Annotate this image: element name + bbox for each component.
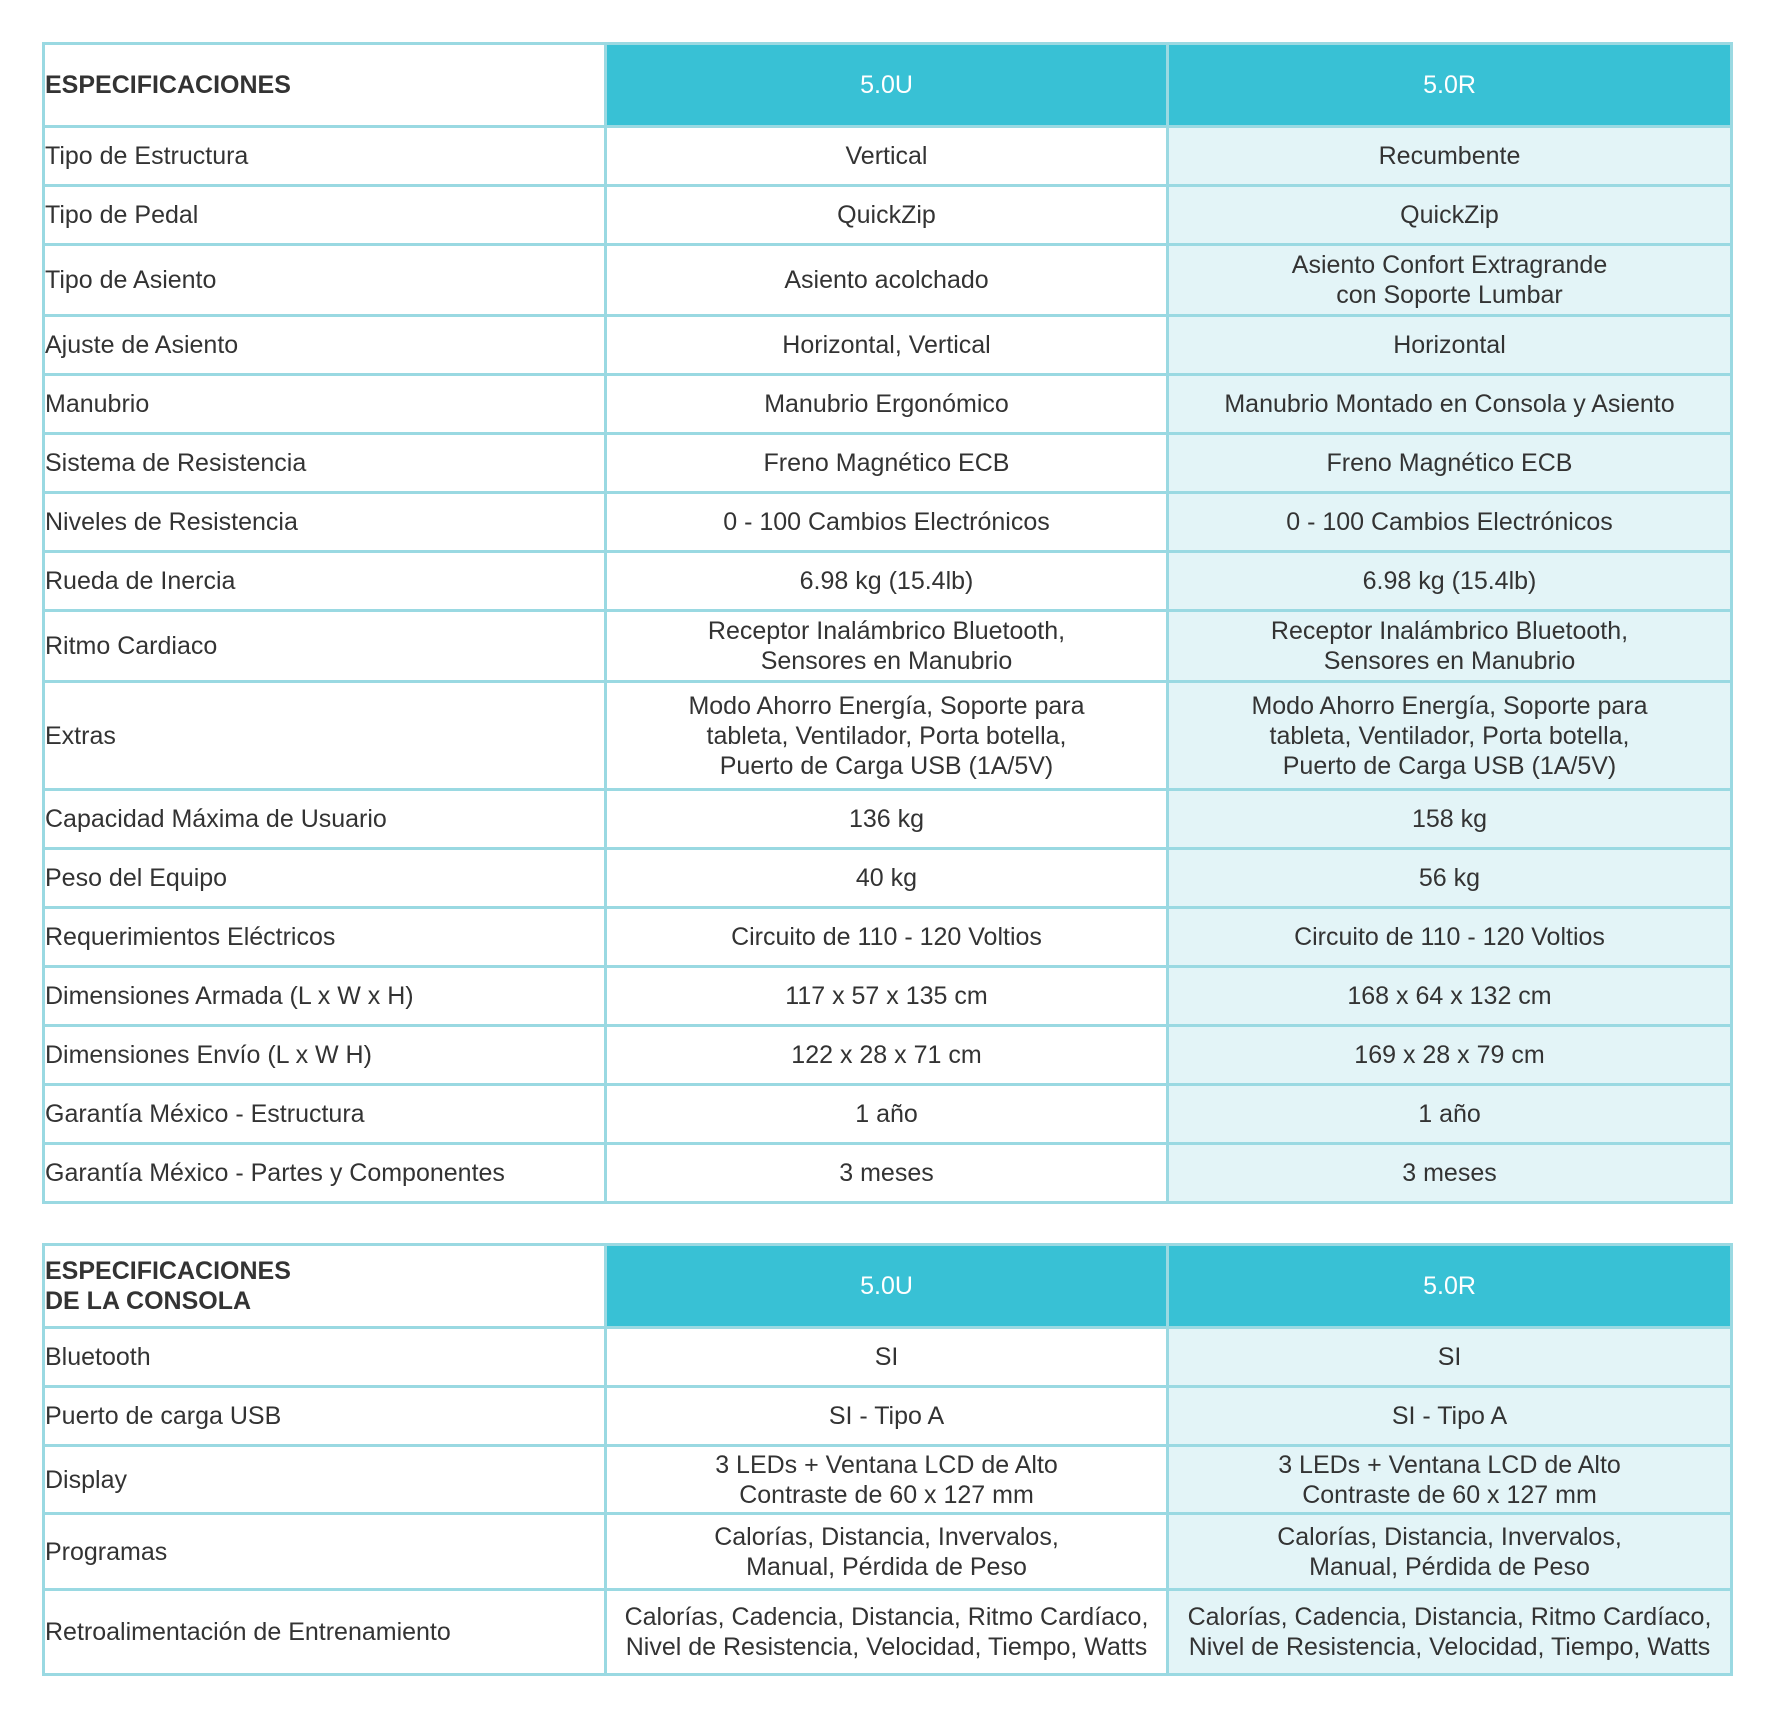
value-5-0u: QuickZip — [606, 186, 1168, 245]
row-label: Extras — [44, 682, 606, 790]
table-row — [44, 127, 1732, 186]
value-5-0u: SI - Tipo A — [606, 1387, 1168, 1446]
row-label: Ritmo Cardiaco — [44, 611, 606, 682]
table-row — [44, 1085, 1732, 1144]
value-5-0r: 168 x 64 x 132 cm — [1168, 967, 1732, 1026]
table-header-row — [44, 1245, 1732, 1328]
value-5-0u: Manubrio Ergonómico — [606, 375, 1168, 434]
value-5-0r: 158 kg — [1168, 790, 1732, 849]
value-5-0u: Modo Ahorro Energía, Soporte para tableta, Ventilador, Porta botella, Puerto de Carga USB (1A/5V) — [606, 682, 1168, 790]
table-row — [44, 552, 1732, 611]
value-5-0r: Calorías, Distancia, Invervalos, Manual, Pérdida de Peso — [1168, 1514, 1732, 1590]
value-5-0u: 122 x 28 x 71 cm — [606, 1026, 1168, 1085]
value-5-0u: Calorías, Cadencia, Distancia, Ritmo Cardíaco, Nivel de Resistencia, Velocidad, Tiempo, Watts — [606, 1590, 1168, 1675]
value-5-0r: Recumbente — [1168, 127, 1732, 186]
value-5-0r: Asiento Confort Extragrande con Soporte Lumbar — [1168, 245, 1732, 316]
value-5-0r: Receptor Inalámbrico Bluetooth, Sensores en Manubrio — [1168, 611, 1732, 682]
header-model-5-0r: 5.0R — [1168, 44, 1732, 127]
value-5-0u: 3 LEDs + Ventana LCD de Alto Contraste de 60 x 127 mm — [606, 1446, 1168, 1514]
value-5-0u: SI — [606, 1328, 1168, 1387]
value-5-0u: 117 x 57 x 135 cm — [606, 967, 1168, 1026]
table-row — [44, 1026, 1732, 1085]
table-row — [44, 1144, 1732, 1203]
value-5-0r: Circuito de 110 - 120 Voltios — [1168, 908, 1732, 967]
row-label: Ajuste de Asiento — [44, 316, 606, 375]
value-5-0r: 169 x 28 x 79 cm — [1168, 1026, 1732, 1085]
value-5-0r: SI — [1168, 1328, 1732, 1387]
value-5-0r: 3 LEDs + Ventana LCD de Alto Contraste de 60 x 127 mm — [1168, 1446, 1732, 1514]
table-row — [44, 790, 1732, 849]
row-label: Tipo de Pedal — [44, 186, 606, 245]
table-header-row — [44, 44, 1732, 127]
value-5-0r: 3 meses — [1168, 1144, 1732, 1203]
value-5-0r: Calorías, Cadencia, Distancia, Ritmo Cardíaco, Nivel de Resistencia, Velocidad, Tiempo, Watts — [1168, 1590, 1732, 1675]
row-label: Niveles de Resistencia — [44, 493, 606, 552]
table-row — [44, 245, 1732, 316]
row-label: Bluetooth — [44, 1328, 606, 1387]
row-label: Garantía México - Partes y Componentes — [44, 1144, 606, 1203]
table-row — [44, 1328, 1732, 1387]
value-5-0u: 40 kg — [606, 849, 1168, 908]
row-label: Display — [44, 1446, 606, 1514]
value-5-0r: SI - Tipo A — [1168, 1387, 1732, 1446]
row-label: Tipo de Estructura — [44, 127, 606, 186]
header-label: ESPECIFICACIONES DE LA CONSOLA — [44, 1245, 606, 1328]
row-label: Garantía México - Estructura — [44, 1085, 606, 1144]
row-label: Requerimientos Eléctricos — [44, 908, 606, 967]
table-row — [44, 186, 1732, 245]
header-model-5-0u: 5.0U — [606, 1245, 1168, 1328]
table-row — [44, 1387, 1732, 1446]
row-label: Peso del Equipo — [44, 849, 606, 908]
value-5-0u: 3 meses — [606, 1144, 1168, 1203]
table-row — [44, 1590, 1732, 1675]
value-5-0r: Modo Ahorro Energía, Soporte para tableta, Ventilador, Porta botella, Puerto de Carga USB (1A/5V) — [1168, 682, 1732, 790]
value-5-0r: QuickZip — [1168, 186, 1732, 245]
value-5-0u: Vertical — [606, 127, 1168, 186]
row-label: Dimensiones Envío (L x W H) — [44, 1026, 606, 1085]
value-5-0u: Horizontal, Vertical — [606, 316, 1168, 375]
header-model-5-0u: 5.0U — [606, 44, 1168, 127]
table-row — [44, 375, 1732, 434]
value-5-0u: 6.98 kg (15.4lb) — [606, 552, 1168, 611]
value-5-0u: 0 - 100 Cambios Electrónicos — [606, 493, 1168, 552]
specifications-table — [42, 42, 1733, 1204]
row-label: Dimensiones Armada (L x W x H) — [44, 967, 606, 1026]
value-5-0r: Horizontal — [1168, 316, 1732, 375]
value-5-0r: Manubrio Montado en Consola y Asiento — [1168, 375, 1732, 434]
table-row — [44, 316, 1732, 375]
row-label: Tipo de Asiento — [44, 245, 606, 316]
value-5-0r: 56 kg — [1168, 849, 1732, 908]
value-5-0u: Receptor Inalámbrico Bluetooth, Sensores en Manubrio — [606, 611, 1168, 682]
row-label: Programas — [44, 1514, 606, 1590]
row-label: Sistema de Resistencia — [44, 434, 606, 493]
value-5-0u: 1 año — [606, 1085, 1168, 1144]
value-5-0r: 6.98 kg (15.4lb) — [1168, 552, 1732, 611]
value-5-0r: 1 año — [1168, 1085, 1732, 1144]
value-5-0u: 136 kg — [606, 790, 1168, 849]
row-label: Rueda de Inercia — [44, 552, 606, 611]
value-5-0u: Calorías, Distancia, Invervalos, Manual, Pérdida de Peso — [606, 1514, 1168, 1590]
row-label: Manubrio — [44, 375, 606, 434]
header-model-5-0r: 5.0R — [1168, 1245, 1732, 1328]
table-row — [44, 908, 1732, 967]
row-label: Capacidad Máxima de Usuario — [44, 790, 606, 849]
table-row — [44, 1514, 1732, 1590]
value-5-0r: Freno Magnético ECB — [1168, 434, 1732, 493]
value-5-0r: 0 - 100 Cambios Electrónicos — [1168, 493, 1732, 552]
value-5-0u: Freno Magnético ECB — [606, 434, 1168, 493]
value-5-0u: Circuito de 110 - 120 Voltios — [606, 908, 1168, 967]
table-row — [44, 682, 1732, 790]
table-row — [44, 434, 1732, 493]
value-5-0u: Asiento acolchado — [606, 245, 1168, 316]
table-row — [44, 611, 1732, 682]
row-label: Puerto de carga USB — [44, 1387, 606, 1446]
table-row — [44, 849, 1732, 908]
table-row — [44, 1446, 1732, 1514]
table-row — [44, 493, 1732, 552]
header-label: ESPECIFICACIONES — [44, 44, 606, 127]
console-specifications-table — [42, 1243, 1733, 1676]
row-label: Retroalimentación de Entrenamiento — [44, 1590, 606, 1675]
table-row — [44, 967, 1732, 1026]
